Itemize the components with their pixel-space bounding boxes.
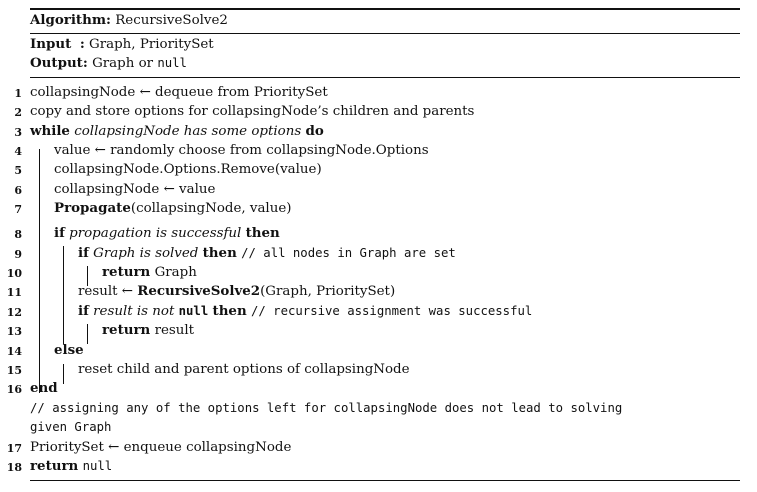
top-rule bbox=[30, 8, 740, 10]
algorithm-name: RecursiveSolve2 bbox=[115, 13, 228, 28]
while-bar bbox=[39, 149, 40, 393]
header-rule bbox=[30, 33, 740, 34]
if-bar bbox=[63, 246, 64, 344]
io-rule bbox=[30, 77, 740, 78]
algorithm-keyword: Algorithm: bbox=[30, 12, 111, 28]
algorithm-block: Algorithm: RecursiveSolve2 Input : Graph, PrioritySet Output: Graph or null 1 collapsingNode ← dequeue from PrioritySet 2 copy and store options for collapsingNode’s children and parents 3 while collapsingNode has some options do 4 value ← randomly choose from collapsingNode.Options 5 collapsingNode.Options.Remove(value) 6 collapsingNode ← value 7 Propagate(collapsingNode, value) 8 if propagation is successful then 9 if Graph is solved then // all nodes in Graph are set 10 return Graph 11 result ← RecursiveSolve2(Graph, PrioritySet) 12 if result is not null then // recursive assignment was successful 13 return result 14 else 15 reset child and parent options of collapsingNode 16 end // assigning any of the options left for collapsingNode does not lead to solving given Graph 17 PrioritySet ← enqueue collapsingNode 18 return null bbox=[30, 8, 740, 486]
if-result-bar bbox=[87, 324, 88, 344]
else-bar bbox=[63, 364, 64, 384]
bottom-rule bbox=[30, 480, 740, 481]
